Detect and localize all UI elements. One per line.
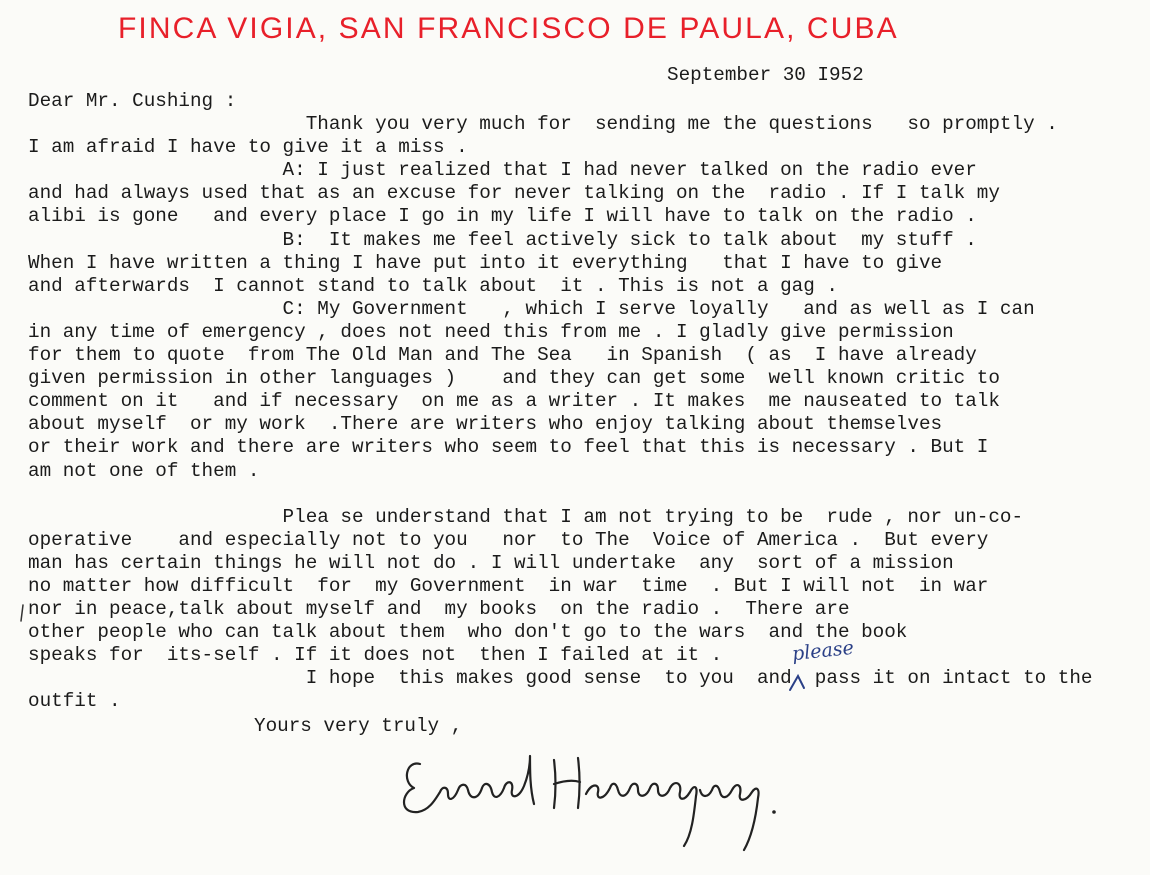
insertion-caret-mark bbox=[788, 670, 818, 694]
body-line: Plea se understand that I am not trying to be rude , nor un-co- bbox=[28, 505, 1024, 528]
body-line: about myself or my work .There are writers who enjoy talking about themselves bbox=[28, 413, 943, 436]
body-line: given permission in other languages ) and they can get some well known critic to bbox=[28, 367, 1000, 390]
body-line: or their work and there are writers who seem to feel that this is necessary . But I bbox=[28, 436, 989, 459]
body-line: I hope this makes good sense to you and pass it on intact to the bbox=[28, 667, 1093, 690]
body-line: am not one of them . bbox=[28, 459, 260, 482]
body-line: C: My Government , which I serve loyally and as well as I can bbox=[28, 297, 1035, 320]
body-line: man has certain things he will not do . I will undertake any sort of a mission bbox=[28, 551, 954, 574]
body-line: alibi is gone and every place I go in my life I will have to talk on the radio . bbox=[28, 205, 977, 228]
body-line: speaks for its-self . If it does not then I failed at it . bbox=[28, 644, 723, 667]
body-line: comment on it and if necessary on me as a writer . It makes me nauseated to talk bbox=[28, 390, 1000, 413]
body-line bbox=[28, 483, 1093, 506]
letter-body bbox=[28, 90, 1093, 714]
body-line: other people who can talk about them who don't go to the wars and the book bbox=[28, 621, 908, 644]
body-line: B: It makes me feel actively sick to talk about my stuff . bbox=[28, 228, 977, 251]
letter-date: September 30 I952 bbox=[667, 64, 864, 86]
body-line: and afterwards I cannot stand to talk about it . This is not a gag . bbox=[28, 274, 838, 297]
signature bbox=[396, 742, 836, 862]
body-line: no matter how difficult for my Government in war time . But I will not in war bbox=[28, 574, 989, 597]
body-line: A: I just realized that I had never talked on the radio ever bbox=[28, 159, 977, 182]
body-line: outfit . bbox=[28, 690, 121, 713]
body-line: for them to quote from The Old Man and The Sea in Spanish ( as I have already bbox=[28, 344, 977, 367]
body-line: When I have written a thing I have put into it everything that I have to give bbox=[28, 251, 943, 274]
letter-closing: Yours very truly , bbox=[254, 715, 463, 737]
body-line: in any time of emergency , does not need this from me . I gladly give permission bbox=[28, 320, 954, 343]
body-line: nor in peace,talk about myself and my books on the radio . There are bbox=[28, 598, 850, 621]
handwritten-insert: please bbox=[791, 636, 855, 666]
body-line: Dear Mr. Cushing : bbox=[28, 90, 237, 112]
body-line: I am afraid I have to give it a miss . bbox=[28, 136, 468, 159]
body-line: operative and especially not to you nor to The Voice of America . But every bbox=[28, 528, 989, 551]
margin-mark bbox=[14, 603, 32, 625]
body-line: and had always used that as an excuse for never talking on the radio . If I talk my bbox=[28, 182, 1000, 205]
letterhead: FINCA VIGIA, SAN FRANCISCO DE PAULA, CUBA bbox=[118, 12, 899, 45]
body-line: Thank you very much for sending me the questions so promptly . bbox=[28, 113, 1058, 136]
